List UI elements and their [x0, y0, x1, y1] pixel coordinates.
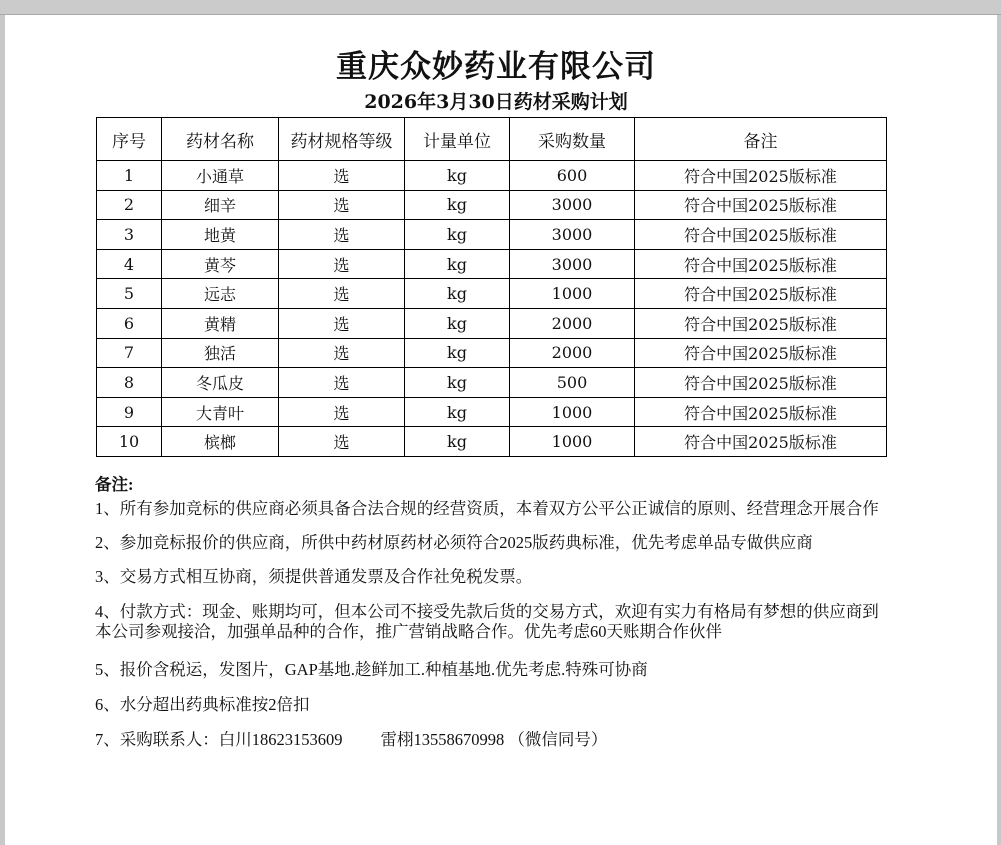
- cell-remark: 符合中国2025版标准: [635, 249, 887, 279]
- cell-unit: kg: [405, 308, 510, 338]
- cell-no: 5: [97, 279, 162, 309]
- table-row: [97, 427, 887, 457]
- table-row: [97, 190, 887, 220]
- table-row: [97, 338, 887, 368]
- cell-remark: 符合中国2025版标准: [635, 190, 887, 220]
- cell-unit: kg: [405, 338, 510, 368]
- cell-unit: kg: [405, 427, 510, 457]
- cell-grade: 选: [279, 397, 405, 427]
- cell-no: 9: [97, 397, 162, 427]
- cell-qty: 3000: [510, 220, 635, 250]
- table-row: [97, 161, 887, 191]
- contact-primary: 7、采购联系人：白川18623153609: [95, 730, 343, 749]
- viewer-top-bar: [0, 0, 1001, 15]
- notes-heading: 备注:: [95, 475, 134, 494]
- table-header-row: [97, 118, 887, 161]
- cell-name: 独活: [162, 338, 279, 368]
- cell-no: 6: [97, 308, 162, 338]
- cell-grade: 选: [279, 190, 405, 220]
- cell-remark: 符合中国2025版标准: [635, 338, 887, 368]
- cell-unit: kg: [405, 161, 510, 191]
- notes-section: [95, 475, 885, 765]
- cell-qty: 2000: [510, 338, 635, 368]
- cell-qty: 500: [510, 368, 635, 398]
- cell-qty: 3000: [510, 190, 635, 220]
- note-item-1: 1、所有参加竞标的供应商必须具备合法合规的经营资质，本着双方公平公正诚信的原则、经营理念开展合作: [95, 499, 879, 518]
- cell-unit: kg: [405, 249, 510, 279]
- cell-remark: 符合中国2025版标准: [635, 220, 887, 250]
- cell-grade: 选: [279, 161, 405, 191]
- cell-remark: 符合中国2025版标准: [635, 368, 887, 398]
- cell-remark: 符合中国2025版标准: [635, 397, 887, 427]
- cell-no: 2: [97, 190, 162, 220]
- note-item-7-contact: [95, 730, 885, 750]
- table-row: [97, 249, 887, 279]
- cell-qty: 3000: [510, 249, 635, 279]
- cell-qty: 600: [510, 161, 635, 191]
- cell-grade: 选: [279, 249, 405, 279]
- cell-name: 地黄: [162, 220, 279, 250]
- cell-no: 10: [97, 427, 162, 457]
- procurement-table: [96, 117, 887, 457]
- note-item-2: 2、参加竞标报价的供应商，所供中药材原药材必须符合2025版药典标准，优先考虑单品专做供应商: [95, 533, 813, 552]
- cell-grade: 选: [279, 427, 405, 457]
- table-row: [97, 368, 887, 398]
- cell-grade: 选: [279, 308, 405, 338]
- table-row: [97, 220, 887, 250]
- table-row: [97, 279, 887, 309]
- cell-qty: 2000: [510, 308, 635, 338]
- note-item-3: 3、交易方式相互协商，须提供普通发票及合作社免税发票。: [95, 567, 533, 586]
- note-item-6: 6、水分超出药典标准按2倍扣: [95, 695, 310, 714]
- cell-remark: 符合中国2025版标准: [635, 308, 887, 338]
- cell-name: 细辛: [162, 190, 279, 220]
- cell-name: 小通草: [162, 161, 279, 191]
- header-remark: 备注: [635, 118, 887, 161]
- cell-no: 3: [97, 220, 162, 250]
- cell-remark: 符合中国2025版标准: [635, 427, 887, 457]
- cell-no: 1: [97, 161, 162, 191]
- table-row: [97, 308, 887, 338]
- cell-unit: kg: [405, 279, 510, 309]
- cell-remark: 符合中国2025版标准: [635, 279, 887, 309]
- cell-unit: kg: [405, 190, 510, 220]
- cell-qty: 1000: [510, 427, 635, 457]
- header-grade: 药材规格等级: [279, 118, 405, 161]
- document-subtitle: 2026年3月30日药材采购计划: [364, 91, 628, 113]
- header-no: 序号: [97, 118, 162, 161]
- cell-unit: kg: [405, 368, 510, 398]
- cell-qty: 1000: [510, 397, 635, 427]
- cell-grade: 选: [279, 220, 405, 250]
- cell-name: 大青叶: [162, 397, 279, 427]
- note-item-5: 5、报价含税运，发图片，GAP基地.趁鲜加工.种植基地.优先考虑.特殊可协商: [95, 660, 648, 679]
- cell-no: 7: [97, 338, 162, 368]
- cell-no: 4: [97, 249, 162, 279]
- cell-unit: kg: [405, 220, 510, 250]
- header-unit: 计量单位: [405, 118, 510, 161]
- cell-name: 远志: [162, 279, 279, 309]
- header-qty: 采购数量: [510, 118, 635, 161]
- table-row: [97, 397, 887, 427]
- cell-name: 槟榔: [162, 427, 279, 457]
- cell-unit: kg: [405, 397, 510, 427]
- company-title: 重庆众妙药业有限公司: [336, 49, 656, 85]
- cell-grade: 选: [279, 338, 405, 368]
- cell-name: 黄芩: [162, 249, 279, 279]
- contact-secondary: 雷栩13558670998 （微信同号）: [380, 730, 608, 749]
- cell-qty: 1000: [510, 279, 635, 309]
- header-name: 药材名称: [162, 118, 279, 161]
- cell-remark: 符合中国2025版标准: [635, 161, 887, 191]
- cell-name: 冬瓜皮: [162, 368, 279, 398]
- note-item-4: 4、付款方式：现金、账期均可，但本公司不接受先款后货的交易方式，欢迎有实力有格局有梦想的供应商到本公司参观接洽，加强单品种的合作，推广营销战略合作。优先考虑60天账期合作伙伴: [95, 602, 879, 641]
- cell-grade: 选: [279, 368, 405, 398]
- cell-grade: 选: [279, 279, 405, 309]
- cell-name: 黄精: [162, 308, 279, 338]
- cell-no: 8: [97, 368, 162, 398]
